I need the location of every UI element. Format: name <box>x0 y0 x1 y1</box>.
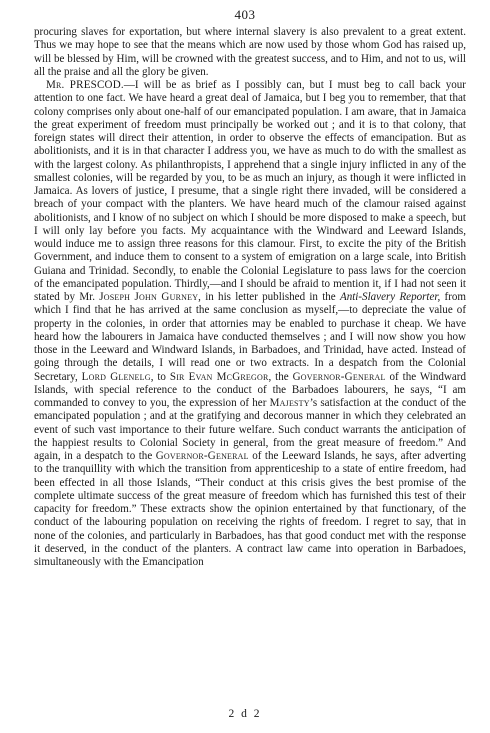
paragraph-2 <box>34 79 466 569</box>
text-run: procuring slaves for exportation, but where internal slavery is also prevalent to a great extent. Thus we may hope to see that the means which are now used by those whom God has raised up, will be blessed by Him, will be crowned with the greatest success, and to Him, and not to us, will all the praise and all the glory be given. <box>34 26 466 78</box>
body-text <box>34 26 466 569</box>
page-number: 403 <box>234 7 256 22</box>
text-run: of the Leeward Islands, he says, after adverting to the tranquillity with which the transition from apprenticeship to a state of entire freedom, had been effected in all those Islands, “Their conduct at this crisis gives the best promise of the complete ultimate success of the great measure of freedom which has furnished this test of their capacity for freedom.” These extracts show the opinion entertained by that functionary, of the conduct of the labouring population on receiving the rights of freedom. I regret to say, that in none of the colonies, and particularly in Barbadoes, has that good conduct met with the response it deserved, in the conduct of the planters. A contract law came into operation in Barbadoes, simultaneously with the Emancipation <box>34 450 466 568</box>
text-run: Governor-General <box>292 370 386 383</box>
text-run: from which I find that he has arrived at the same conclusion as myself,—to depreciate the value of property in the colonies, in order that attornies may be enabled to purchase it cheap. We have heard how the labourers in Jamaica have conducted themselves ; and I will now show you how those in the Leeward and Windward Islands, in Barbadoes, and Trinidad, have acted. Instead of going through the details, I will read one or two extracts. In a despatch from the Colonial Secretary, <box>34 291 466 383</box>
text-run: of the Windward Islands, with special reference to the conduct of the Barbadoes labourers, he says, “I am commanded to convey to you, the expression of her <box>34 370 467 409</box>
text-run: ’s satisfaction at the conduct of the emancipated population ; and at the gratifying and decorous manner in which they celebrated an event of such vast importance to their future welfare. Such conduct warrants the anticipation of the happiest results to Colonial Society in general, from the great measure of freedom.” And again, in a despatch to the <box>34 397 467 462</box>
text-run: Lord Glenelg <box>81 370 151 383</box>
text-run: Majesty <box>269 397 310 409</box>
text-run: Joseph John Gurney <box>99 291 199 303</box>
text-run: Mr. PRESCOD. <box>46 79 124 91</box>
text-run: Governor-General <box>155 450 249 462</box>
printer-signature-mark: 2 d 2 <box>228 708 262 720</box>
paragraph-1 <box>34 26 466 79</box>
text-run: —I will be as brief as I possibly can, but I must beg to call back your attention to one fact. We have heard a great deal of Jamaica, but I beg you to remember, that that colony comprises only about one-half of our emancipated population. I am aware, that in Jamaica the great experiment of freedom must principally be worked out ; and it is to that colony, that foreign states will direct their attention, in order to observe the effects of emancipation. But as abolitionists, and it is in that character I address you, we have as much to do with the smallest as with the largest colony. As philanthropists, I apprehend that a single injury inflicted in any of the smallest colonies, will be regarded by you, to be as much an injury, as though it were inflicted in Jamaica. As lovers of justice, I presume, that a single right there invaded, will be considered a breach of your compact with the planters. We have heard much of the clamour raised against abolitionists, and I know of no subject on which I should be more disposed to make a speech, but I will only lay before you facts. My acquaintance with the Windward and Leeward Islands, would induce me to assign three reasons for this clamour. First, to excite the pity of the British Government, and induce them to consent to a system of emigration on a large scale, into British Guiana and Trinidad. Secondly, to enable the Colonial Legislature to pass laws for the coercion of the emancipated population. Thirdly,—and I should be afraid to mention it, if I had not seen it stated by Mr. <box>34 79 466 303</box>
text-run: , the <box>268 370 293 383</box>
text-run: Anti-Slavery Reporter, <box>339 291 441 303</box>
text-run: , in his letter published in the <box>198 291 340 303</box>
text-run: Sir Evan McGregor <box>169 370 269 383</box>
text-run: , to <box>150 370 170 383</box>
